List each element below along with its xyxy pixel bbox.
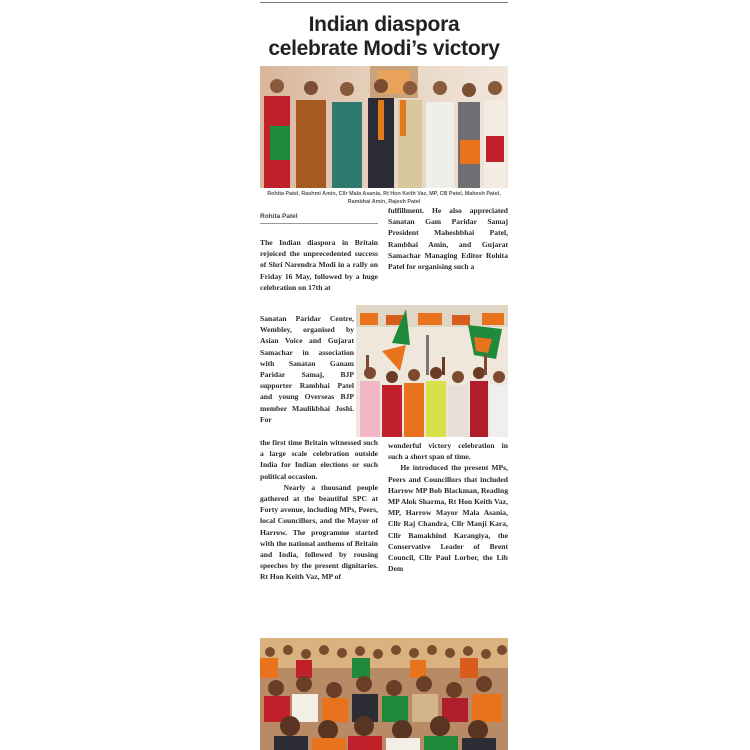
group-photo: [260, 66, 508, 188]
photo-caption: Rohita Patel, Rashmi Amin, Cllr Mala Asania, Rt Hon Keith Vaz, MP, CB Patel, Mahesh Patel, Rambhai Amin, Rajesh Patel: [267, 191, 501, 205]
paragraph: the first time Britain witnessed such a large scale celebration outside India for Indian elections or such political occasion.: [260, 438, 378, 481]
headline-line-1: Indian diaspora: [308, 13, 460, 36]
byline: Rohita Patel: [260, 213, 298, 220]
headline: [258, 13, 510, 61]
celebration-photo: [356, 305, 508, 437]
body-text-column-2-bottom: [388, 440, 508, 630]
body-text-column-2-top: fulfillment. He also appreciated Sanatan Gam Paridar Samaj President Maheshbhai Patel, Rambhai Amin, and Gujarat Samachar Managing Editor Rohita Patel for organising such a: [388, 206, 508, 272]
body-text-column-1-bottom: [260, 437, 378, 627]
crowd-photo: [260, 638, 508, 750]
top-rule: [260, 2, 508, 3]
headline-line-2: celebrate Modi’s victory: [268, 37, 500, 60]
paragraph: Nearly a thousand people gathered at the beautiful SPC at Forty avenue, including MPs, Peers, local Councillors, and the Mayor of Harrow. The programme started with the national anthems of Britain and India, followed by rousing speeches by the present dignitaries. Rt Hon Keith Vaz, MP of: [260, 482, 378, 582]
body-text-column-1-wrap: Sanatan Paridar Centre, Wembley, organised by Asian Voice and Gujarat Samachar in association with Sanatan Ganam Paridar Samaj, BJP supporter Rambhai Patel and young Overseas BJP member Maulikbhai Joshi. For: [260, 314, 354, 424]
newspaper-clipping: [258, 0, 510, 750]
paragraph: He introduced the present MPs, Peers and Councillors that included Harrow MP Bob Blackman, Reading MP Alok Sharma, Rt Hon Keith Vaz, MP, Harrow Mayor Mala Asania, Cllr Raj Chandra, Cllr Manji Kara, Cllr Bamakhind Karangiya, the Conservative Leader of Brent Council, Cllr Paul Lorber, the Lib Dem: [388, 463, 508, 574]
body-text-column-1-top: The Indian diaspora in Britain rejoiced the unprecedented success of Shri Narendra Modi in a rally on Friday 16 May, followed by a huge celebration on 17th at: [260, 238, 378, 292]
paragraph: wonderful victory celebration in such a short span of time.: [388, 441, 508, 462]
byline-rule: [260, 223, 378, 224]
